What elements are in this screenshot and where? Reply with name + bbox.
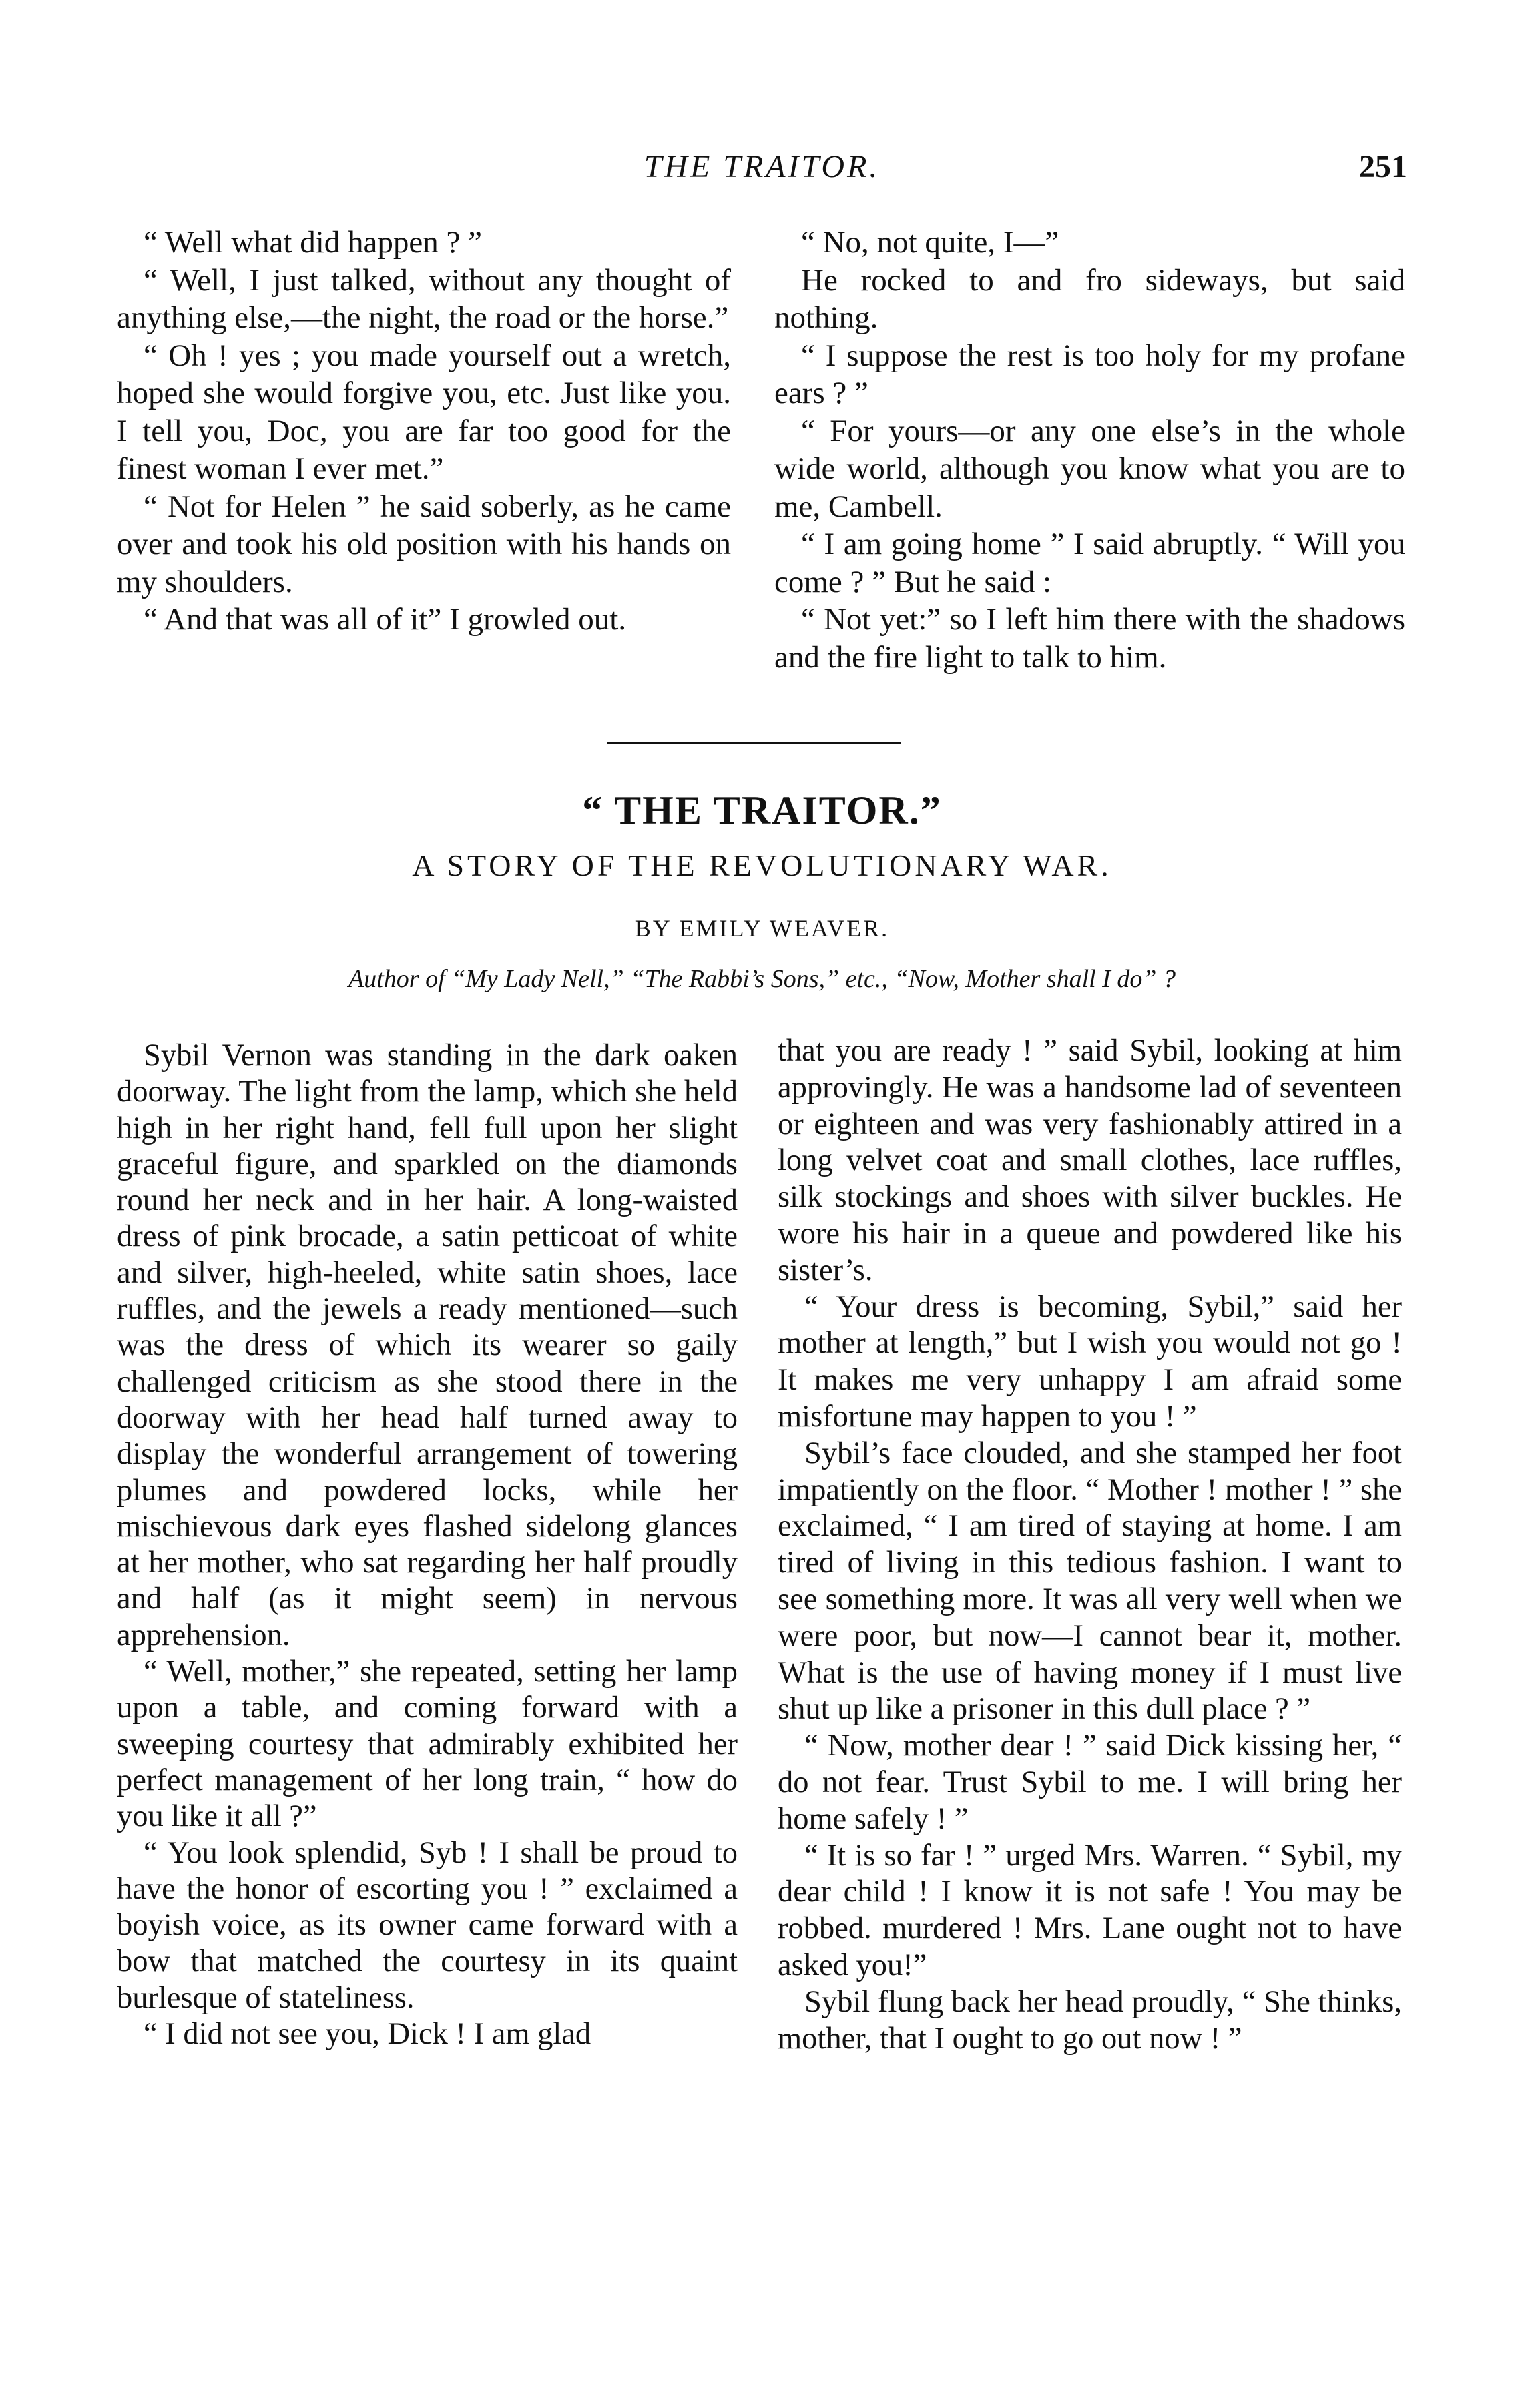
paragraph: “ Oh ! yes ; you made yourself out a wretch, hoped she would forgive you, etc. Just like you. I tell you, Doc, you are far too good for the finest woman I ever met.” (117, 338, 731, 486)
paragraph: “ Now, mother dear ! ” said Dick kissing her, “ do not fear. Trust Sybil to me. I will bring her home safely ! ” (778, 1729, 1402, 1836)
paragraph: “ It is so far ! ” urged Mrs. Warren. “ Sybil, my dear child ! I know it is not safe ! You may be robbed. murdered ! Mrs. Lane ought not to have asked you!” (778, 1838, 1402, 1982)
paragraph: “ Not for Helen ” he said soberly, as he came over and took his old position with his hands on my shoulders. (117, 489, 731, 599)
prev-story-right-column (774, 224, 1405, 676)
running-title: THE TRAITOR. (644, 149, 880, 184)
page-number: 251 (1359, 149, 1407, 184)
paragraph: that you are ready ! ” said Sybil, looking at him approvingly. He was a handsome lad of seventeen or eighteen and was very fashionably attired in a long velvet coat and small clothes, lace ruffles, silk stockings and shoes with silver buckles. He wore his hair in a queue and powdered like his sister’s. (778, 1034, 1402, 1287)
author-credits: Author of “My Lady Nell,” “The Rabbi’s Sons,” etc., “Now, Mother shall I do” ? (348, 965, 1176, 993)
paragraph: He rocked to and fro sideways, but said nothing. (774, 262, 1405, 335)
section-divider (607, 742, 901, 744)
paragraph: “ You look splendid, Syb ! I shall be proud to have the honor of escorting you ! ” exclaimed a boyish voice, as its owner came forward with a bow that matched the courtesy in its quaint burlesque of stateliness. (117, 1835, 738, 2015)
paragraph: “ I suppose the rest is too holy for my profane ears ? ” (774, 338, 1405, 410)
paragraph: Sybil Vernon was standing in the dark oaken doorway. The light from the lamp, which she held high in her right hand, fell full upon her slight graceful figure, and sparkled on the diamonds round her neck and in her hair. A long-waisted dress of pink brocade, a satin petticoat of white and silver, high-heeled, white satin shoes, lace ruffles, and the jewels a ready mentioned—such was the dress of which its wearer so gaily challenged criticism as she stood there in the doorway with her head half turned away to display the wonderful arrangement of towering plumes and powdered locks, while her mischievous dark eyes flashed sidelong glances at her mother, who sat regarding her half proudly and half (as it might seem) in nervous apprehension. (117, 1038, 738, 1652)
prev-story-left-column (117, 224, 731, 639)
paragraph: “ And that was all of it” I growled out. (144, 602, 627, 637)
paragraph: “ No, not quite, I—” (801, 225, 1059, 260)
paragraph: “ Well, I just talked, without any thought of anything else,—the night, the road or the horse.” (117, 262, 731, 335)
paragraph: “ Not yet:” so I left him there with the shadows and the fire light to talk to him. (774, 602, 1405, 675)
paragraph: “ Your dress is becoming, Sybil,” said her mother at length,” but I wish you would not go ! It makes me very unhappy I am afraid some misfortune may happen to you ! ” (778, 1289, 1402, 1434)
paragraph: “ I am going home ” I said abruptly. “ Will you come ? ” But he said : (774, 527, 1405, 599)
paragraph: “ Well what did happen ? ” (144, 225, 482, 260)
story-byline: BY EMILY WEAVER. (634, 915, 890, 942)
paragraph: “ I did not see you, Dick ! I am glad (144, 2017, 591, 2052)
story-right-column (778, 1033, 1402, 2057)
paragraph: Sybil flung back her head proudly, “ She thinks, mother, that I ought to go out now ! ” (778, 1984, 1402, 2056)
paragraph: Sybil’s face clouded, and she stamped her foot impatiently on the floor. “ Mother ! mother ! ” she exclaimed, “ I am tired of staying at home. I am tired of living in this tedious fashion. I want to see something more. It was all very well when we were poor, but now—I cannot bear it, mother. What is the use of having money if I must live shut up like a prisoner in this dull place ? ” (778, 1436, 1402, 1727)
story-left-column (117, 1038, 738, 2052)
paragraph: “ For yours—or any one else’s in the whole wide world, although you know what you are to me, Cambell. (774, 413, 1405, 524)
paragraph: “ Well, mother,” she repeated, setting her lamp upon a table, and coming forward with a sweeping courtesy that admirably exhibited her perfect management of her long train, “ how do you like it all ?” (117, 1654, 738, 1834)
running-head (0, 148, 1524, 195)
story-title: “ THE TRAITOR.” (582, 788, 942, 832)
story-subtitle: A STORY OF THE REVOLUTIONARY WAR. (412, 848, 1112, 882)
